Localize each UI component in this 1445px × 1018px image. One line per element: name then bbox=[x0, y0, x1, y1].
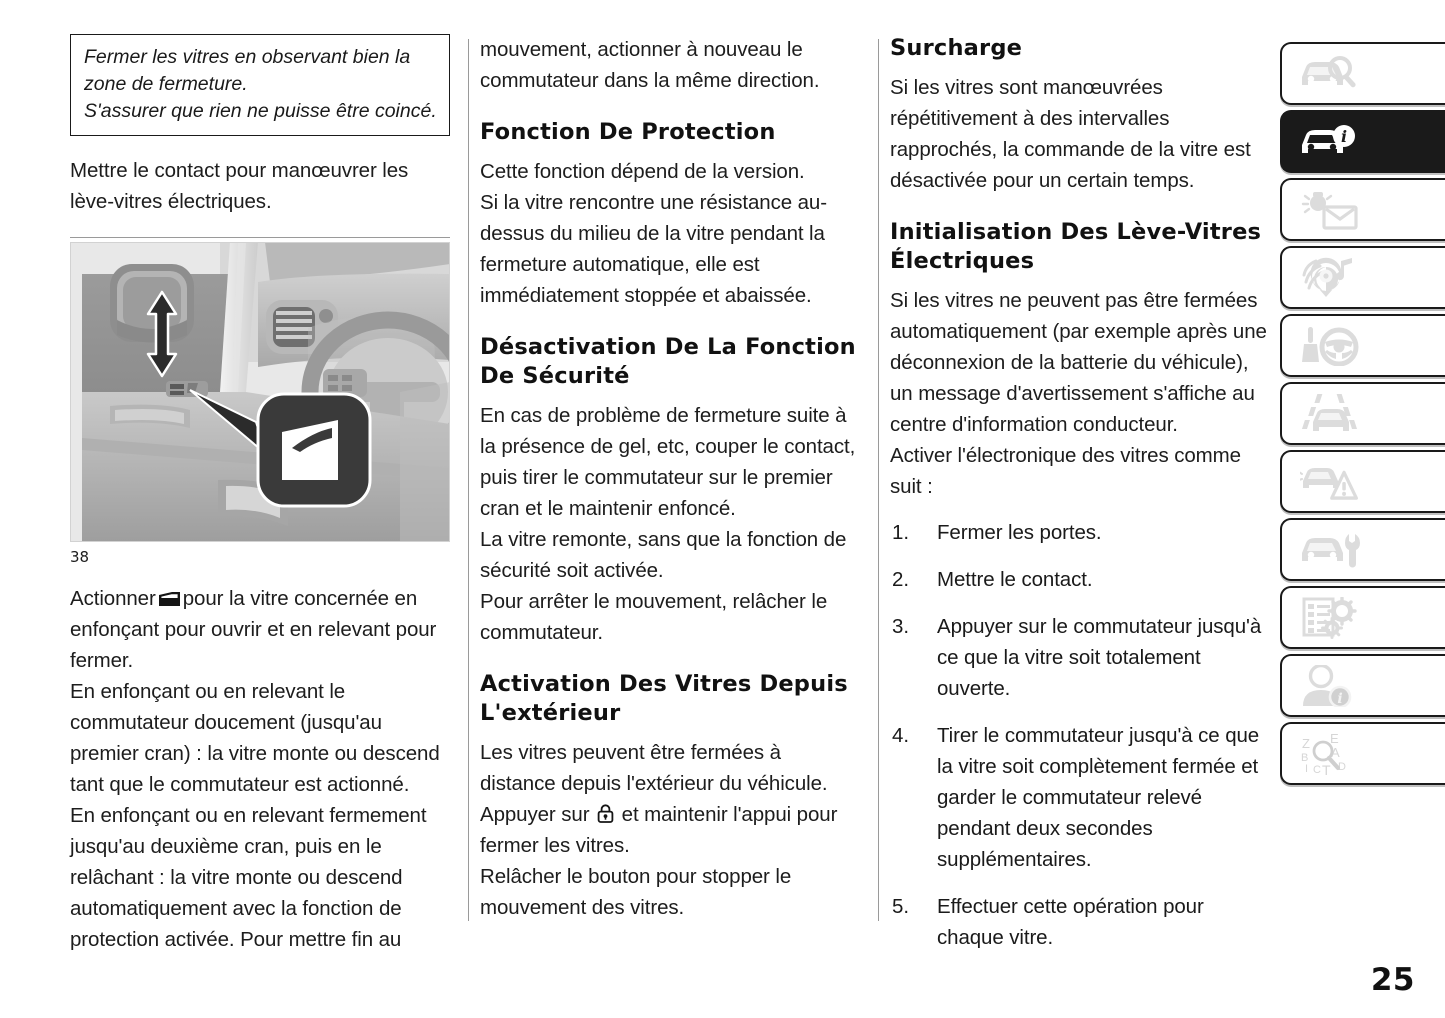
paragraph-relacher-bouton: Relâcher le bouton pour stopper le mouvement des vitres. bbox=[480, 865, 792, 919]
index-letter-t: T bbox=[1322, 761, 1331, 776]
list-item: Appuyer sur le commutateur jusqu'à ce que la vitre soit totalement ouverte. bbox=[937, 615, 1262, 700]
paragraph-activer-electronique: Activer l'électronique des vitres comme suit : bbox=[890, 444, 1241, 498]
column-1 bbox=[70, 34, 450, 951]
intro-paragraph: Mettre le contact pour manœuvrer les lève-vitres électriques. bbox=[70, 159, 409, 213]
column-3 bbox=[890, 34, 1270, 949]
paragraph-deuxieme-cran: En enfonçant ou en relevant fermement jusqu'au deuxième cran, puis en le relâchant : la vitre monte ou descend automatiquement avec la fonction de protection activée. Pour mettre fin au bbox=[70, 804, 427, 951]
sidebar-tab-car-warning[interactable] bbox=[1280, 450, 1445, 513]
svg-text:i: i bbox=[1337, 690, 1343, 707]
content-area bbox=[70, 34, 1270, 951]
car-magnifier-icon bbox=[1300, 55, 1360, 93]
appuyer-text-before: Appuyer sur bbox=[480, 803, 590, 826]
paragraph-surcharge: Si les vitres sont manœuvrées répétitivement à des intervalles rapprochés, la commande de la vitre est désactivée pour un certain temps. bbox=[890, 76, 1251, 192]
paragraph-vitre-remonte: La vitre remonte, sans que la fonction de sécurité soit activée. bbox=[480, 528, 847, 582]
list-item: Mettre le contact. bbox=[937, 568, 1093, 591]
sidebar-tab-car-wrench[interactable] bbox=[1280, 518, 1445, 581]
column-divider-2 bbox=[878, 39, 879, 921]
paragraph-arreter-mouvement: Pour arrêter le mouvement, relâcher le commutateur. bbox=[480, 590, 828, 644]
light-envelope-icon bbox=[1300, 190, 1360, 230]
list-item: Tirer le commutateur jusqu'à ce que la vitre soit complètement fermée et garder le commutateur relevé pendant deux secondes supplémentaires. bbox=[937, 724, 1260, 871]
figure-caption: 38 bbox=[70, 548, 90, 566]
paragraph-continuation: mouvement, actionner à nouveau le commutateur dans la même direction. bbox=[480, 38, 820, 92]
paragraph-resistance: Si la vitre rencontre une résistance au-dessus du milieu de la vitre pendant la fermeture automatique, elle est immédiatement stoppée et abaissée. bbox=[480, 191, 827, 307]
sidebar-tab-light-envelope[interactable] bbox=[1280, 178, 1445, 241]
paragraph-fermeture-distance: Les vitres peuvent être fermées à distance depuis l'extérieur du véhicule. bbox=[480, 741, 828, 795]
heading-surcharge: Surcharge bbox=[890, 35, 1023, 61]
person-info-icon bbox=[1300, 665, 1356, 707]
svg-text:i: i bbox=[1340, 126, 1348, 146]
paragraph-version-depend: Cette fonction dépend de la version. bbox=[480, 160, 805, 183]
heading-activation-exterieur: Activation Des Vitres Depuis L'extérieur bbox=[480, 671, 848, 726]
heading-initialisation: Initialisation Des Lève-Vitres Électriques bbox=[890, 219, 1262, 274]
sidebar-tab-person-info[interactable] bbox=[1280, 654, 1445, 717]
column-divider-1 bbox=[468, 39, 469, 921]
list-item: Fermer les portes. bbox=[937, 521, 1102, 544]
paragraph-appuyer-padlock bbox=[480, 799, 860, 861]
warning-line-1: Fermer les vitres en observant bien la zone de fermeture. bbox=[84, 46, 411, 95]
paragraph-gel: En cas de problème de fermeture suite à la présence de gel, etc, couper le contact, puis tirer le commutateur sur le premier cran et le maintenir enfoncé. bbox=[480, 404, 856, 520]
paragraph-commutateur-doucement: En enfonçant ou en relevant le commutateur doucement (jusqu'au premier cran) : la vitre monte ou descend tant que le commutateur est actionné. bbox=[70, 680, 440, 796]
alphabetical-index-icon bbox=[1300, 732, 1370, 776]
heading-fonction-de-protection: Fonction De Protection bbox=[480, 119, 776, 145]
navigation-audio-icon bbox=[1300, 257, 1360, 299]
heading-desactivation-securite: Désactivation De La Fonction De Sécurité bbox=[480, 334, 856, 389]
index-letter-e: E bbox=[1330, 731, 1339, 746]
paragraph-initialisation-intro: Si les vitres ne peuvent pas être fermées automatiquement (par exemple après une déconnexion de la batterie du véhicule), un message d'avertissement s'affiche au centre d'information conducteur. bbox=[890, 289, 1267, 436]
sidebar-tab-car-lane[interactable] bbox=[1280, 382, 1445, 445]
side-mirror bbox=[110, 264, 194, 343]
initialisation-steps-list bbox=[890, 517, 1270, 953]
padlock-icon bbox=[597, 802, 614, 823]
appuyer-text-after: et maintenir l'appui pour fermer les vitres. bbox=[480, 803, 838, 857]
section-tabs-sidebar bbox=[1280, 42, 1445, 790]
list-item: Effectuer cette opération pour chaque vitre. bbox=[937, 895, 1204, 949]
sidebar-tab-car-info[interactable] bbox=[1280, 110, 1445, 173]
warning-box bbox=[70, 34, 450, 136]
index-letter-z: Z bbox=[1302, 735, 1310, 751]
car-lane-icon bbox=[1300, 392, 1358, 436]
index-letter-a: A bbox=[1331, 744, 1340, 760]
sidebar-tab-navigation-audio[interactable] bbox=[1280, 246, 1445, 309]
gearshift-steering-icon bbox=[1300, 326, 1360, 366]
actionner-text-after: pour la vitre concernée en enfonçant pour ouvrir et en relevant pour fermer. bbox=[70, 587, 437, 672]
specs-gears-icon bbox=[1300, 597, 1358, 639]
figure-38 bbox=[70, 237, 450, 567]
index-letter-c: C bbox=[1313, 763, 1321, 776]
car-info-icon bbox=[1300, 123, 1360, 161]
car-wrench-icon bbox=[1300, 531, 1360, 569]
sidebar-tab-car-magnifier[interactable] bbox=[1280, 42, 1445, 105]
actionner-text-before: Actionner bbox=[70, 587, 156, 610]
warning-line-2: S'assurer que rien ne puisse être coincé. bbox=[84, 100, 437, 122]
sidebar-tab-specs-gears[interactable] bbox=[1280, 586, 1445, 649]
car-window-icon bbox=[158, 585, 181, 601]
index-letter-i: I bbox=[1305, 762, 1309, 775]
sidebar-tab-gearshift-steering[interactable] bbox=[1280, 314, 1445, 377]
car-interior-illustration bbox=[70, 242, 450, 542]
figure-image-car-door bbox=[70, 242, 450, 542]
column-2 bbox=[480, 34, 860, 934]
sidebar-tab-alphabetical-index[interactable] bbox=[1280, 722, 1445, 785]
page-number: 25 bbox=[1370, 962, 1415, 998]
index-letter-b: B bbox=[1301, 751, 1309, 764]
car-warning-icon bbox=[1300, 462, 1360, 502]
callout-window-icon bbox=[258, 394, 370, 506]
figure-top-rule bbox=[70, 237, 450, 238]
paragraph-actionner bbox=[70, 583, 450, 676]
index-letter-d: D bbox=[1338, 760, 1346, 773]
